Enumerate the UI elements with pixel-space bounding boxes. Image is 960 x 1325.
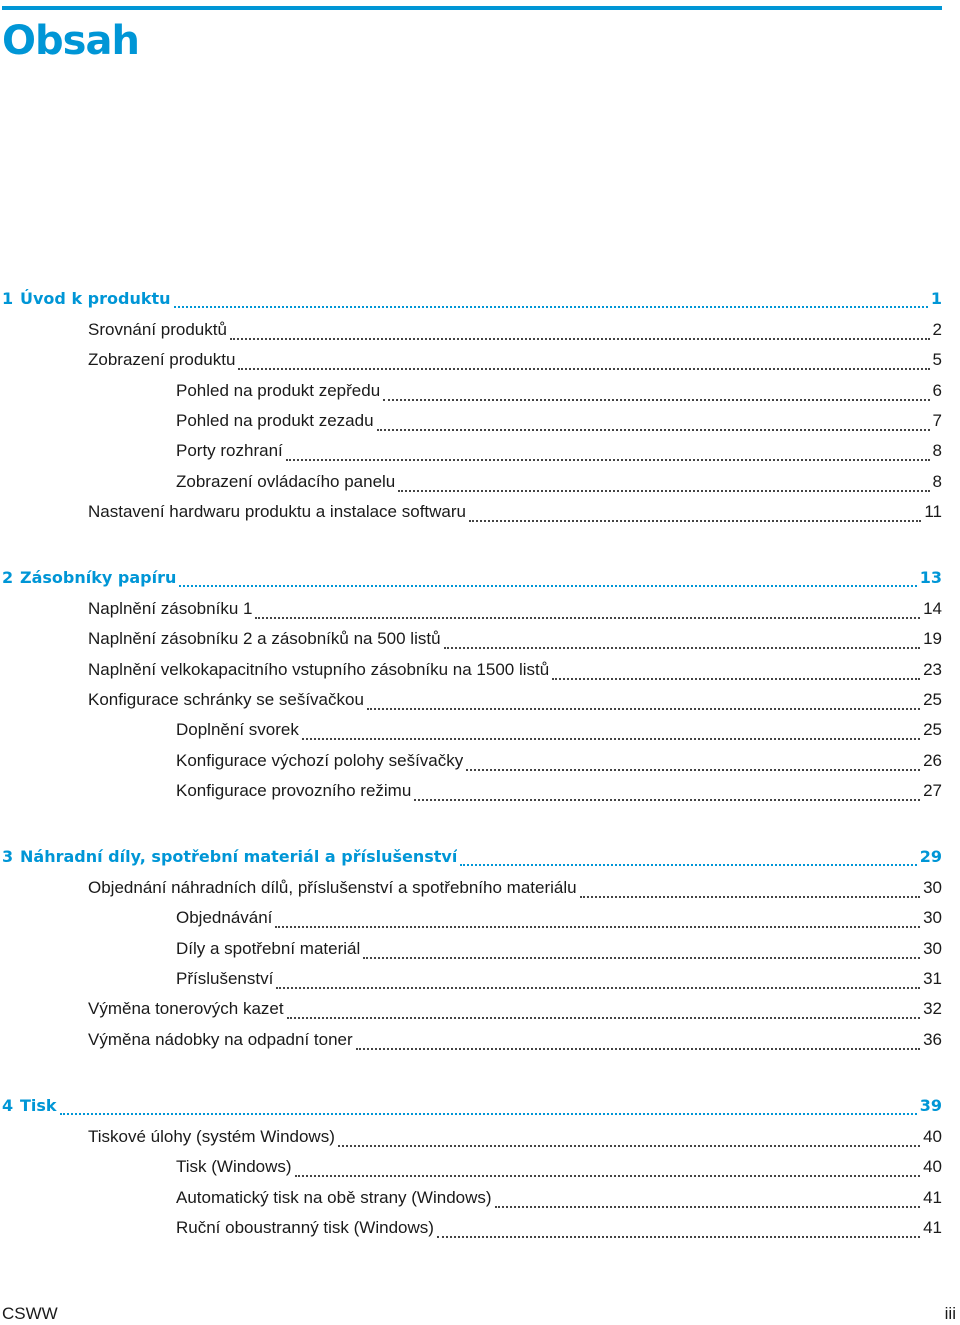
entry-title: Srovnání produktů: [88, 320, 227, 339]
dot-leader: [287, 999, 920, 1019]
dot-leader: [377, 411, 930, 431]
toc-entry[interactable]: [88, 316, 942, 340]
chapter-title: Zásobníky papíru: [20, 568, 177, 587]
entry-title: Naplnění zásobníku 1: [88, 599, 253, 618]
toc-entry[interactable]: [176, 1184, 942, 1208]
footer-page-number: iii: [944, 1304, 956, 1323]
toc-entry[interactable]: [176, 904, 942, 928]
page-number: 36: [923, 1029, 942, 1049]
entry-title: Výměna tonerových kazet: [88, 999, 284, 1019]
chapter-title: Úvod k produktu: [20, 289, 171, 308]
toc-entry[interactable]: [88, 656, 942, 680]
toc-entry[interactable]: [88, 874, 942, 898]
dot-leader: [179, 567, 916, 587]
toc-entry[interactable]: [88, 995, 942, 1019]
entry-title: Tisk (Windows): [176, 1157, 292, 1177]
page-number: 11: [924, 501, 942, 521]
entry-title: Zobrazení produktu: [88, 350, 236, 370]
dot-leader: [295, 1157, 921, 1177]
page-number: 13: [919, 568, 942, 587]
entry-title: Objednávání: [176, 908, 273, 928]
page-number: 40: [923, 1127, 942, 1146]
dot-leader: [60, 1095, 917, 1115]
page-number: 14: [923, 599, 942, 618]
entry-title: Porty rozhraní: [176, 441, 283, 461]
toc-entry[interactable]: [88, 625, 942, 649]
entry-title: Objednání náhradních dílů, příslušenství a spotřebního materiálu: [88, 878, 577, 897]
entry-title: Konfigurace schránky se sešívačkou: [88, 689, 364, 709]
page-number: 7: [932, 410, 942, 430]
toc-entry[interactable]: [176, 777, 942, 801]
page-number: 32: [923, 999, 942, 1019]
page-number: 30: [923, 938, 942, 958]
toc-entry[interactable]: [88, 595, 942, 619]
page-number: 40: [923, 1157, 942, 1177]
chapter-number: 4: [2, 1096, 14, 1115]
toc-entry[interactable]: [176, 407, 942, 431]
page-number: 41: [923, 1217, 942, 1237]
chapter-number: 2: [2, 568, 14, 587]
page-number: 23: [923, 659, 942, 679]
toc-entry[interactable]: [176, 747, 942, 771]
entry-title: Konfigurace provozního režimu: [176, 780, 412, 800]
page-number: 8: [932, 441, 942, 461]
toc-chapter[interactable]: [2, 1091, 942, 1115]
page-number: 27: [923, 780, 942, 800]
entry-title: Nastavení hardwaru produktu a instalace softwaru: [88, 501, 466, 521]
page-number: 2: [932, 320, 942, 339]
toc-entry[interactable]: [176, 1153, 942, 1177]
page-number: 8: [932, 471, 942, 491]
page-number: 25: [923, 689, 942, 709]
entry-title: Díly a spotřební materiál: [176, 938, 361, 958]
dot-leader: [383, 381, 929, 401]
dot-leader: [338, 1127, 920, 1147]
footer-left: CSWW: [2, 1304, 58, 1323]
dot-leader: [363, 939, 920, 959]
dot-leader: [302, 720, 920, 740]
entry-title: Příslušenství: [176, 968, 274, 988]
page-number: 41: [923, 1187, 942, 1207]
entry-title: Ruční oboustranný tisk (Windows): [176, 1217, 434, 1237]
chapter-number: 1: [2, 289, 14, 308]
entry-title: Pohled na produkt zezadu: [176, 410, 374, 430]
toc-entry[interactable]: [88, 686, 942, 710]
dot-leader: [286, 441, 930, 461]
toc-entry[interactable]: [176, 377, 942, 401]
page-number: 29: [919, 847, 942, 866]
toc-chapter[interactable]: [2, 842, 942, 866]
dot-leader: [437, 1218, 920, 1238]
page-number: 30: [923, 908, 942, 928]
dot-leader: [414, 781, 920, 801]
toc-entry[interactable]: [176, 965, 942, 989]
chapter-title: Tisk: [20, 1096, 57, 1115]
page-number: 31: [923, 968, 942, 988]
entry-title: Automatický tisk na obě strany (Windows): [176, 1187, 492, 1207]
dot-leader: [367, 690, 920, 710]
top-rule: [2, 6, 942, 10]
dot-leader: [469, 502, 921, 522]
dot-leader: [552, 660, 920, 680]
entry-title: Konfigurace výchozí polohy sešívačky: [176, 750, 464, 770]
dot-leader: [255, 599, 920, 619]
toc-entry[interactable]: [176, 935, 942, 959]
dot-leader: [466, 751, 920, 771]
toc-entry[interactable]: [88, 498, 942, 522]
dot-leader: [230, 320, 930, 340]
toc-entry[interactable]: [176, 468, 942, 492]
dot-leader: [398, 472, 929, 492]
page-title: Obsah: [2, 18, 139, 64]
page-number: 30: [923, 878, 942, 897]
entry-title: Pohled na produkt zepředu: [176, 380, 381, 400]
page-number: 5: [932, 350, 942, 370]
toc-entry[interactable]: [176, 437, 942, 461]
toc-chapter[interactable]: [2, 284, 942, 308]
dot-leader: [174, 288, 928, 308]
toc-entry[interactable]: [88, 1123, 942, 1147]
toc-entry[interactable]: [176, 1214, 942, 1238]
entry-title: Doplnění svorek: [176, 720, 299, 740]
dot-leader: [275, 908, 920, 928]
dot-leader: [460, 846, 916, 866]
toc-chapter[interactable]: [2, 563, 942, 587]
toc-entry[interactable]: [176, 716, 942, 740]
chapter-title: Náhradní díly, spotřební materiál a příslušenství: [20, 847, 458, 866]
entry-title: Naplnění velkokapacitního vstupního zásobníku na 1500 listů: [88, 659, 550, 679]
page-number: 25: [923, 720, 942, 740]
entry-title: Výměna nádobky na odpadní toner: [88, 1029, 353, 1049]
page-number: 6: [932, 380, 942, 400]
page-number: 39: [919, 1096, 942, 1115]
dot-leader: [495, 1188, 921, 1208]
page-number: 26: [923, 750, 942, 770]
dot-leader: [356, 1030, 920, 1050]
entry-title: Tiskové úlohy (systém Windows): [88, 1127, 335, 1146]
entry-title: Naplnění zásobníku 2 a zásobníků na 500 listů: [88, 629, 441, 649]
dot-leader: [238, 350, 929, 370]
chapter-number: 3: [2, 847, 14, 866]
toc-entry[interactable]: [88, 1026, 942, 1050]
entry-title: Zobrazení ovládacího panelu: [176, 471, 396, 491]
dot-leader: [580, 878, 921, 898]
dot-leader: [276, 969, 920, 989]
dot-leader: [444, 629, 921, 649]
page-number: 19: [923, 629, 942, 649]
page-number: 1: [930, 289, 942, 308]
toc-entry[interactable]: [88, 346, 942, 370]
